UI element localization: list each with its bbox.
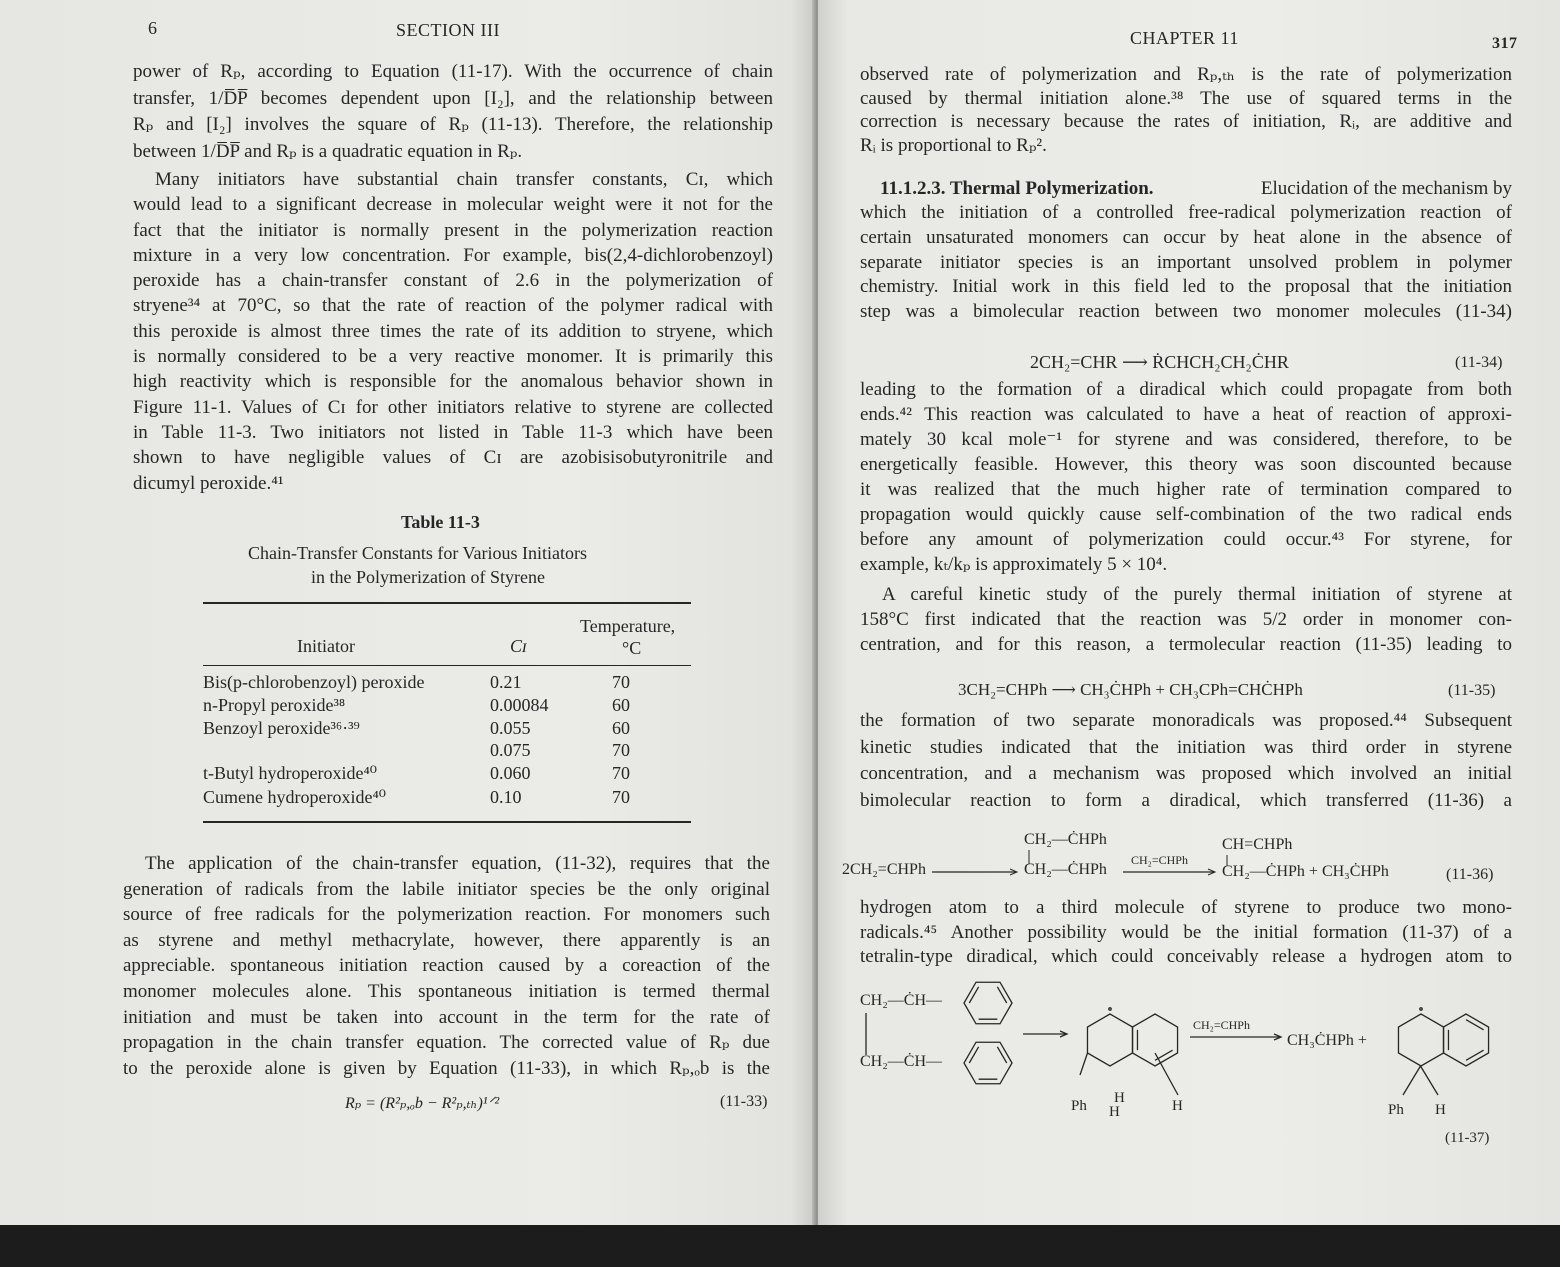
table-cell-ci: 0.21 xyxy=(490,672,522,692)
table-cell-ci: 0.00084 xyxy=(490,695,549,715)
table-cell-ci: 0.075 xyxy=(490,740,531,760)
text-line: hydrogen atom to a third molecule of styrene to produce two mono- xyxy=(860,897,1512,918)
column-header-ci: Cɪ xyxy=(510,636,527,656)
table-cell-initiator: t-Butyl hydroperoxide⁴⁰ xyxy=(203,763,377,783)
scan-bottom-edge xyxy=(0,1225,1560,1267)
text-line: ends.⁴² This reaction was calculated to have a heat of reaction of approxi- xyxy=(860,404,1512,425)
text-line: 158°C first indicated that the reaction was 5/2 order in monomer con- xyxy=(860,609,1512,630)
eq36-reactant: 2CH₂=CHPh xyxy=(842,861,926,878)
table-cell-temp: 70 xyxy=(612,763,630,783)
text-line: centration, and for this reason, a termolecular reaction (11-35) leading to xyxy=(860,634,1512,655)
table-header-rule xyxy=(203,665,691,666)
text-line: tetralin-type diradical, which could conceivably release a hydrogen atom to xyxy=(860,946,1512,967)
text-line: in Table 11-3. Two initiators not listed in Table 11-3 which have been xyxy=(133,421,773,443)
bond-line xyxy=(1080,1053,1087,1075)
text-line: propagation in the chain transfer equation. The corrected value of Rₚ due xyxy=(123,1032,770,1054)
eq37-chain-bottom: CH₂—ĊH— xyxy=(860,1053,943,1070)
text-line: monomer molecules alone. This spontaneous initiation is termed thermal xyxy=(123,980,770,1002)
right-page xyxy=(818,0,1560,1235)
text-line: appreciable. spontaneous initiation reaction caused by a coreaction of the xyxy=(123,955,770,977)
text-line: Many initiators have substantial chain transfer constants, Cɪ, which xyxy=(155,169,773,190)
text-line: high reactivity which is responsible for the anomalous behavior shown in xyxy=(133,371,773,393)
eq36-product-bottom: CH₂—ĊHPh + CH₃ĊHPh xyxy=(1222,863,1389,880)
table-cell-ci: 0.055 xyxy=(490,718,531,738)
table-cell-temp: 70 xyxy=(612,787,630,807)
table-cell-temp: 70 xyxy=(612,740,630,760)
text-line: concentration, and a mechanism was proposed which involved an initial xyxy=(860,763,1512,784)
table-cell-temp: 60 xyxy=(612,718,630,738)
table-top-rule xyxy=(203,602,691,604)
double-bond xyxy=(1466,1050,1484,1060)
text-line: certain unsaturated monomers can occur by heat alone in the absence of xyxy=(860,226,1512,248)
eq36-reagent: CH₂=CHPh xyxy=(1131,853,1188,867)
text-line: initiation and must be taken into account in the term for the rate of xyxy=(123,1006,770,1028)
table-cell-initiator: Benzoyl peroxide³⁶·³⁹ xyxy=(203,718,360,738)
text-line: leading to the formation of a diradical which could propagate from both xyxy=(860,379,1512,400)
radical-dot xyxy=(1109,1008,1111,1010)
text-line: is normally considered to be a very reactive monomer. It is primarily this xyxy=(133,346,773,368)
eq36-intermediate-bottom: CH₂—ĊHPh xyxy=(1024,861,1107,878)
text-line: would lead to a significant decrease in molecular weight were it not for the xyxy=(133,194,773,216)
equation-11-33: Rₚ = (R²ₚ,ₒb − R²ₚ,ₜₕ)¹ᐟ² xyxy=(345,1095,500,1112)
double-bond xyxy=(1466,1020,1484,1030)
text-line: fact that the initiator is normally present in the polymerization reaction xyxy=(133,219,773,241)
running-header: SECTION III xyxy=(396,20,500,40)
eq37-reagent: CH₂=CHPh xyxy=(1193,1018,1250,1032)
text-line: before any amount of polymerization could occur.⁴³ For styrene, for xyxy=(860,529,1512,550)
ring xyxy=(1398,1014,1443,1066)
table-cell-temp: 70 xyxy=(612,672,630,692)
text-line: caused by thermal initiation alone.³⁸ The use of squared terms in the xyxy=(860,87,1512,109)
text-line: mixture in a very low concentration. For example, bis(2,4-dichlorobenzoyl) xyxy=(133,244,773,266)
text-line: it was realized that the much higher rate of termination compared to xyxy=(860,479,1512,500)
text-line: shown to have negligible values of Cɪ are azobisisobutyronitrile and xyxy=(133,447,773,469)
eq37-h: H xyxy=(1172,1098,1183,1114)
text-line: separate initiator species is an important unsolved problem in polymer xyxy=(860,251,1512,273)
table-caption: in the Polymerization of Styrene xyxy=(311,567,545,587)
equation-label: (11-33) xyxy=(720,1093,768,1110)
table-caption: Chain-Transfer Constants for Various Initiators xyxy=(248,543,587,563)
equation-label: (11-37) xyxy=(1445,1130,1490,1146)
text-line: Figure 11-1. Values of Cɪ for other initiators relative to styrene are collected xyxy=(133,396,773,418)
equation-label: (11-36) xyxy=(1446,866,1494,883)
text-line: The application of the chain-transfer equation, (11-32), requires that the xyxy=(145,853,770,874)
page-number: 6 xyxy=(148,18,158,38)
text-line: to the peroxide alone is given by Equation (11-33), in which Rₚ,ₒb is the xyxy=(123,1057,770,1079)
text-line: bimolecular reaction to form a diradical, which transferred (11-36) a xyxy=(860,789,1512,811)
eq37-ph: Ph xyxy=(1388,1102,1404,1118)
text-line: dicumyl peroxide.⁴¹ xyxy=(133,472,284,494)
text-line: source of free radicals for the polymerization reaction. For monomers such xyxy=(123,904,770,926)
double-bond xyxy=(997,987,1006,1003)
text-line: peroxide has a chain-transfer constant of 2.6 in the polymerization of xyxy=(133,270,773,292)
ring xyxy=(1133,1014,1178,1066)
column-header-temperature: Temperature, xyxy=(580,616,676,636)
eq37-structures xyxy=(818,0,1560,1235)
ring xyxy=(1087,1014,1132,1066)
text-line: A careful kinetic study of the purely thermal initiation of styrene at xyxy=(882,584,1512,605)
text-line: this peroxide is almost three times the rate of its addition to stryene, which xyxy=(133,320,773,342)
text-line: transfer, 1/D̅P̅ becomes dependent upon [I₂], and the relationship between xyxy=(133,87,773,109)
paragraph xyxy=(133,167,773,494)
text-line: propagation would quickly cause self-combination of the two radical ends xyxy=(860,504,1512,525)
eq37-chain-top: CH₂—ĊH— xyxy=(860,992,943,1009)
eq37-h: H xyxy=(1435,1102,1446,1118)
text-line: step was a bimolecular reaction between two monomer molecules (11-34) xyxy=(860,301,1512,323)
equation-label: (11-35) xyxy=(1448,682,1496,699)
text-line: energetically feasible. However, this theory was soon discounted because xyxy=(860,454,1512,475)
double-bond xyxy=(969,1047,978,1063)
equation-11-34: 2CH₂=CHR ⟶ ṘCHCH₂CH₂ĊHR xyxy=(1030,352,1289,372)
double-bond xyxy=(997,1047,1006,1063)
table-cell-initiator: Cumene hydroperoxide⁴⁰ xyxy=(203,787,386,807)
text-line: which the initiation of a controlled free-radical polymerization reaction of xyxy=(860,202,1512,223)
text-line: as styrene and methyl methacrylate, however, there apparently is an xyxy=(123,929,770,951)
eq37-h: H xyxy=(1109,1104,1120,1120)
running-header: CHAPTER 11 xyxy=(1130,28,1239,48)
radical-dot xyxy=(1420,1008,1422,1010)
paragraph xyxy=(123,851,770,1079)
table-bottom-rule xyxy=(203,821,691,823)
text-line: between 1/D̅P̅ and Rₚ is a quadratic equation in Rₚ. xyxy=(133,140,523,162)
ring xyxy=(964,982,1012,1024)
table-cell-ci: 0.060 xyxy=(490,763,531,783)
equation-label: (11-34) xyxy=(1455,354,1503,371)
section-heading: 11.1.2.3. Thermal Polymerization. xyxy=(880,178,1154,199)
eq36-intermediate-top: CH₂—ĊHPh xyxy=(1024,831,1107,848)
ring xyxy=(1444,1014,1489,1066)
bond-line xyxy=(1403,1066,1420,1095)
text-line: correction is necessary because the rates of initiation, Rᵢ, are additive and xyxy=(860,111,1512,132)
equation-11-35: 3CH₂=CHPh ⟶ CH₃ĊHPh + CH₃CPh=CHĊHPh xyxy=(958,680,1303,699)
page-number: 317 xyxy=(1492,35,1518,52)
text-line: radicals.⁴⁵ Another possibility would be the initial formation (11-37) of a xyxy=(860,921,1512,943)
table-cell-ci: 0.10 xyxy=(490,787,522,807)
paragraph xyxy=(133,59,773,162)
text-line: chemistry. Initial work in this field led to the proposal that the initiation xyxy=(860,276,1512,298)
eq37-h: H xyxy=(1114,1090,1125,1106)
column-header-initiator: Initiator xyxy=(297,636,355,656)
eq37-ph: Ph xyxy=(1071,1098,1087,1114)
text-line: example, kₜ/kₚ is approximately 5 × 10⁴. xyxy=(860,554,1168,575)
text-line: observed rate of polymerization and Rₚ,ₜₕ is the rate of polymerization xyxy=(860,64,1512,85)
text-line: mately 30 kcal mole⁻¹ for styrene and was considered, therefore, to be xyxy=(860,429,1512,450)
text-line: generation of radicals from the labile initiator species be the only original xyxy=(123,878,770,900)
table-cell-initiator: n-Propyl peroxide³⁸ xyxy=(203,695,346,715)
double-bond xyxy=(969,987,978,1003)
text-line: the formation of two separate monoradicals was proposed.⁴⁴ Subsequent xyxy=(860,710,1512,731)
text-line: Elucidation of the mechanism by xyxy=(1260,178,1512,199)
ring xyxy=(964,1042,1012,1084)
eq37-product: CH₃ĊHPh + xyxy=(1287,1032,1367,1049)
text-line: Rᵢ is proportional to Rₚ². xyxy=(860,134,1047,156)
eq36-product-top: CH=CHPh xyxy=(1222,836,1293,853)
table-title: Table 11-3 xyxy=(401,512,480,532)
bond-line xyxy=(1420,1066,1438,1095)
text-line: kinetic studies indicated that the initiation was third order in styrene xyxy=(860,736,1512,758)
column-header-temperature-unit: °C xyxy=(622,638,642,658)
text-line: power of Rₚ, according to Equation (11-17). With the occurrence of chain xyxy=(133,61,773,82)
text-line: Rₚ and [I₂] involves the square of Rₚ (11-13). Therefore, the relationship xyxy=(133,114,773,135)
table-cell-temp: 60 xyxy=(612,695,630,715)
table-cell-initiator: Bis(p-chlorobenzoyl) peroxide xyxy=(203,672,425,692)
text-line: stryene³⁴ at 70°C, so that the rate of reaction of the polymer radical with xyxy=(133,295,773,317)
